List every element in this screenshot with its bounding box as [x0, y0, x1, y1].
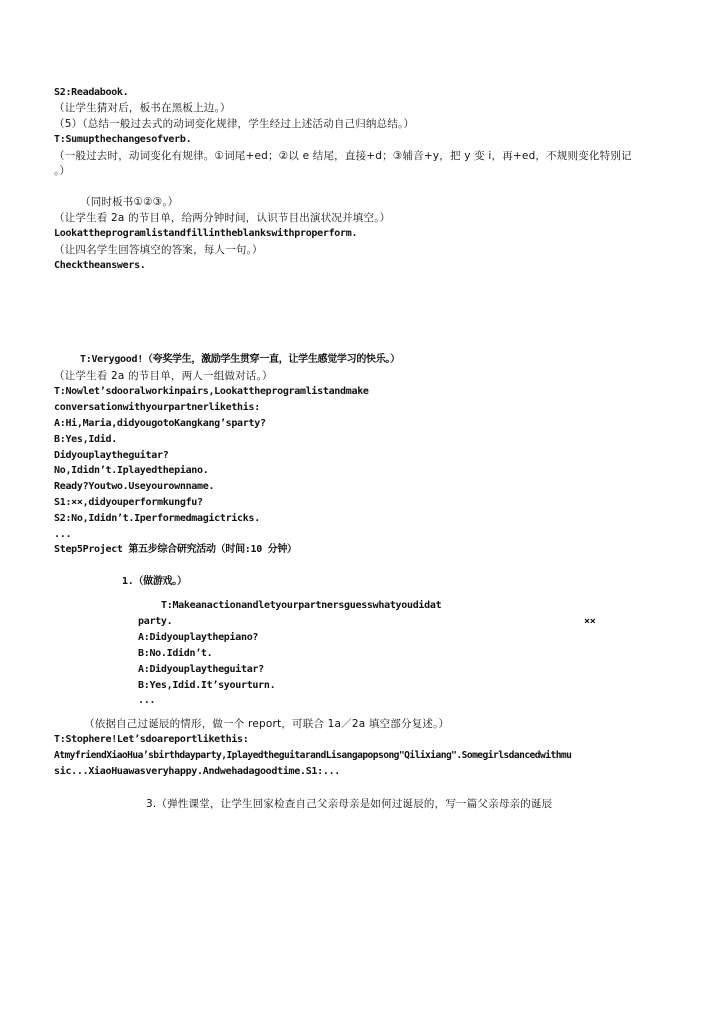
numbered-item: 1.（做游戏。） — [122, 576, 187, 587]
text-line: S2:Readabook. — [54, 87, 129, 98]
text-line: ... — [54, 529, 72, 540]
text-line: T:Sumupthechangesofverb. — [54, 134, 192, 145]
text-line: （依据自己过诞辰的情形，做一个 report，可联合 1a／2a 填空部分复述。） — [84, 718, 450, 730]
text-line: Ready?Youtwo.Useyourownname. — [54, 481, 215, 492]
text-line: （让学生猜对后，板书在黑板上边。） — [54, 102, 231, 114]
text-line: （同时板书①②③。） — [80, 196, 179, 208]
text-line: A:Didyouplaytheguitar? — [138, 664, 264, 675]
text-line: AtmyfriendXiaoHua’sbirthdayparty,IplayedtheguitarandLisangapopsong"Qilixiang".Somegirlsdancedwithmu — [54, 750, 572, 761]
text-line: A:Didyouplaythepiano? — [138, 632, 259, 643]
text-line: Lookattheprogramlistandfillintheblankswithproperform. — [54, 228, 358, 239]
text-line: T:Verygood!（夸奖学生，激励学生贯穿一直，让学生感觉学习的快乐。） — [80, 354, 400, 365]
text-line: （让学生看 2a 的节目单，两人一组做对话。） — [54, 370, 273, 382]
text-line: Checktheanswers. — [54, 260, 146, 271]
text-line: （让学生看 2a 的节目单，给两分钟时间，认识节目出演状况并填空。） — [54, 212, 391, 224]
text-line: party. — [138, 616, 173, 627]
text-line: sic...XiaoHuawasveryhappy.Andwehadagoodtime.S1:... — [54, 766, 341, 777]
text-line: conversationwithyourpartnerlikethis: — [54, 402, 260, 413]
text-line: 。） — [54, 165, 71, 177]
text-line: S2:No,Ididn’t.Iperformedmagictricks. — [54, 513, 260, 524]
text-line: （一般过去时，动词变化有规律。①词尾+ed；②以 e 结尾，直接+d；③辅音+y，把 y 变 i，再+ed，不规则变化特别记 — [54, 150, 632, 162]
text-line: ... — [138, 695, 156, 706]
text-line: T:Makeanactionandletyourpartnersguesswhatyoudidat — [161, 600, 442, 611]
text-line: A:Hi,Maria,didyougotoKangkang’sparty? — [54, 418, 266, 429]
text-line: B:Yes,Idid.It’syourturn. — [138, 680, 276, 691]
text-line: T:Stophere!Let’sdoareportlikethis: — [54, 734, 249, 745]
text-line: （5）（总结一般过去式的动词变化规律，学生经过上述活动自己归纳总结。） — [54, 118, 415, 130]
text-line: S1:××,didyouperformkungfu? — [54, 497, 203, 508]
text-line: Didyouplaytheguitar? — [54, 450, 169, 461]
numbered-item: 3.（弹性课堂，让学生回家检查自己父亲母亲是如何过诞辰的，写一篇父亲母亲的诞辰 — [146, 798, 553, 810]
text-line: B:Yes,Idid. — [54, 434, 117, 445]
text-line: ×× — [584, 616, 596, 627]
text-line: No,Ididn’t.Iplayedthepiano. — [54, 465, 209, 476]
section-heading: Step5Project 第五步综合研究活动（时间:10 分钟） — [54, 544, 297, 555]
text-line: B:No.Ididn’t. — [138, 648, 213, 659]
text-line: （让四名学生回答填空的答案，每人一句。） — [54, 244, 263, 256]
text-line: T:Nowlet’sdooralworkinpairs,Lookattheprogramlistandmake — [54, 386, 369, 397]
